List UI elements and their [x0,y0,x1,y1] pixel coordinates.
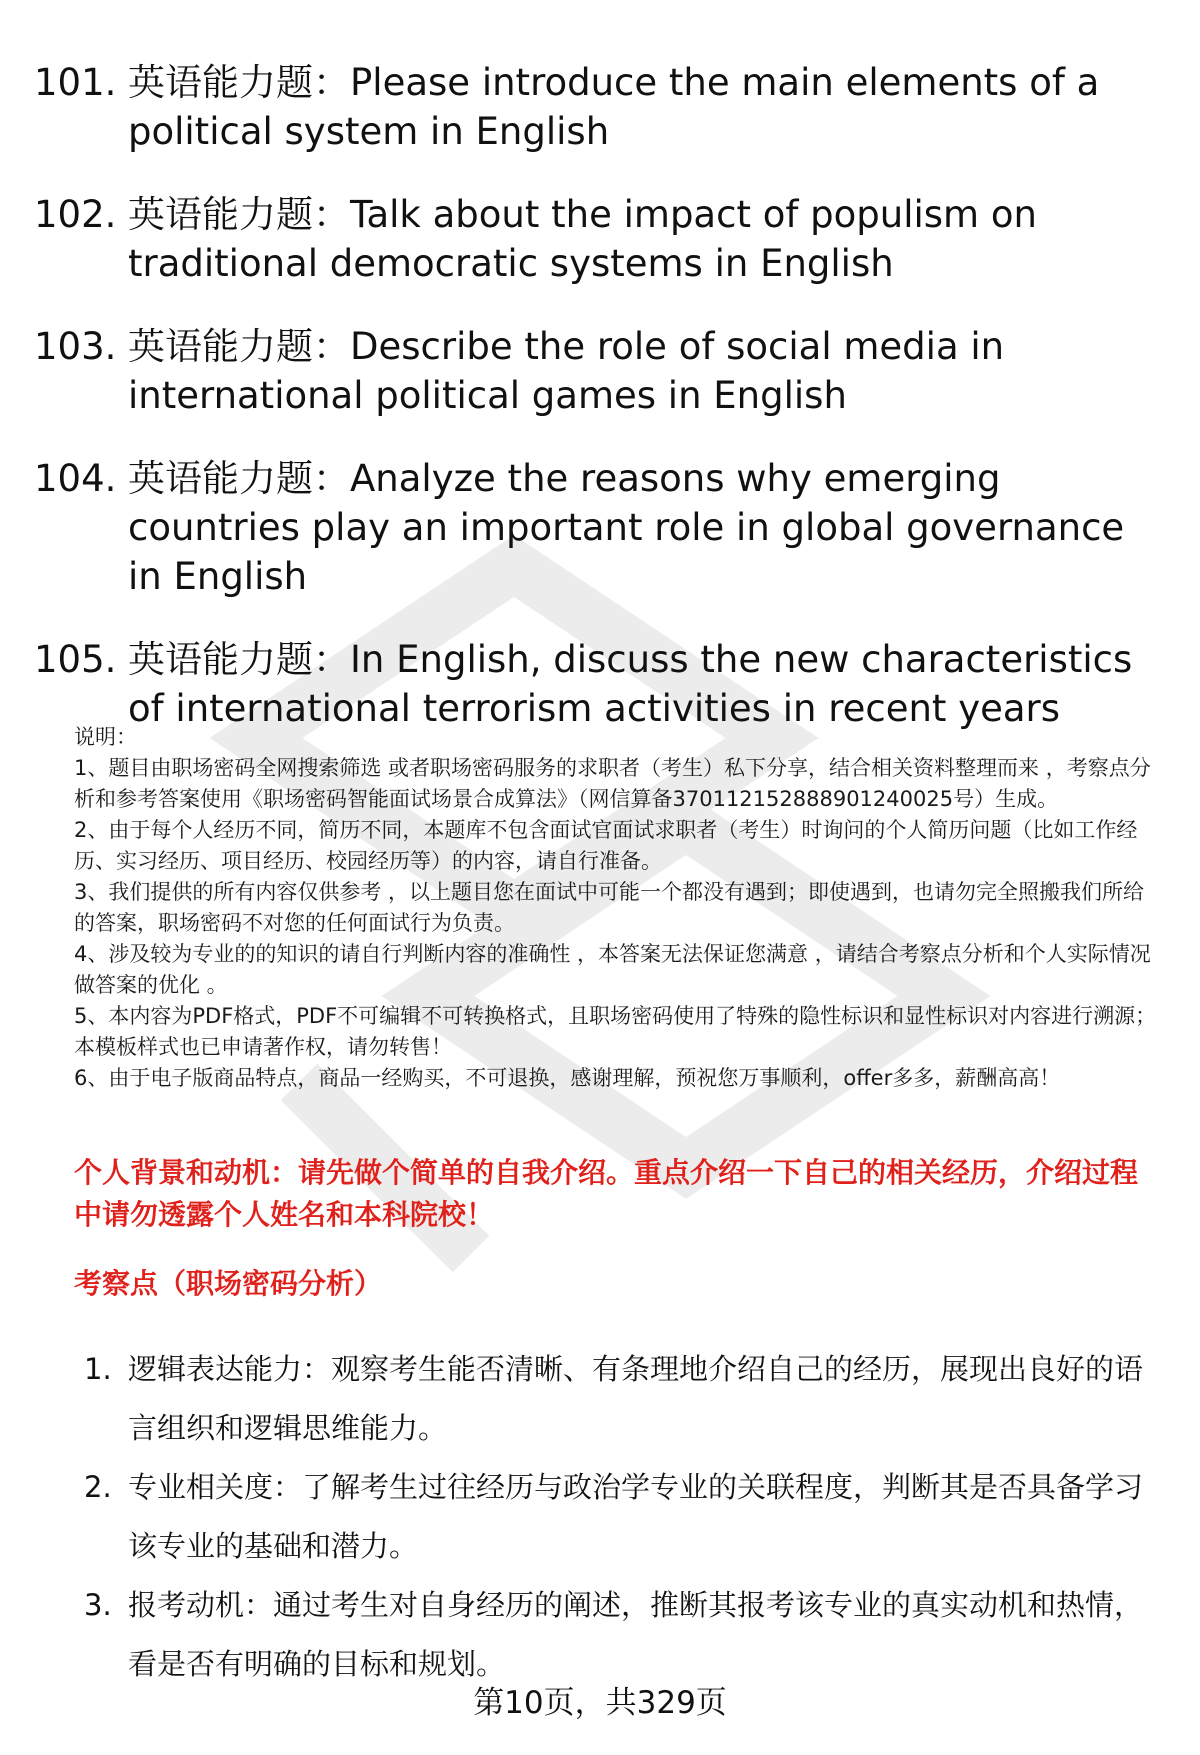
notes-heading: 说明： [74,725,137,749]
note-item: 4、涉及较为专业的的知识的请自行判断内容的准确性 ，本答案无法保证您满意 ，请结合考察点分析和个人实际情况做答案的优化 。 [74,942,1151,997]
note-item: 1、题目由职场密码全网搜索筛选 或者职场密码服务的求职者（考生）私下分享，结合相关资料整理而来 ，考察点分析和参考答案使用《职场密码智能面试场景合成算法》（网信算备370112152888901240025号）生成。 [74,756,1151,811]
question-number: 103. [34,325,117,368]
intro-question: 个人背景和动机：请先做个简单的自我介绍。重点介绍一下自己的相关经历，介绍过程中请勿透露个人姓名和本科院校！ [74,1156,1139,1231]
point-number: 2. [84,1470,112,1504]
question-number: 101. [34,61,117,104]
point-text: 逻辑表达能力：观察考生能否清晰、有条理地介绍自己的经历，展现出良好的语言组织和逻辑思维能力。 [128,1352,1144,1445]
analysis-points [84,1340,1164,1694]
point-number: 3. [84,1588,112,1622]
question-number: 102. [34,193,117,236]
note-item: 2、由于每个人经历不同，简历不同，本题库不包含面试官面试求职者（考生）时询问的个人简历问题（比如工作经历、实习经历、项目经历、校园经历等）的内容，请自行准备。 [74,818,1138,873]
question-item [34,58,1174,156]
question-item [34,190,1174,288]
point-text: 报考动机：通过考生对自身经历的阐述，推断其报考该专业的真实动机和热情，看是否有明确的目标和规划。 [128,1588,1144,1681]
note-item: 5、本内容为PDF格式，PDF不可编辑不可转换格式，且职场密码使用了特殊的隐性标识和显性标识对内容进行溯源；本模板样式也已申请著作权，请勿转售！ [74,1004,1157,1059]
question-text: 英语能力题：Please introduce the main elements of a political system in English [128,61,1100,153]
question-item [34,322,1174,420]
question-text: 英语能力题：Describe the role of social media in international political games in English [128,325,1005,417]
point-number: 1. [84,1352,112,1386]
point-text: 专业相关度：了解考生过往经历与政治学专业的关联程度，判断其是否具备学习该专业的基础和潜力。 [128,1470,1144,1563]
question-number: 104. [34,457,117,500]
question-text: 英语能力题：In English, discuss the new characteristics of international terrorism activities in recent years [128,638,1133,730]
note-item: 6、由于电子版商品特点，商品一经购买，不可退换，感谢理解，预祝您万事顺利，offer多多，薪酬高高！ [74,1066,1061,1090]
question-text: 英语能力题：Talk about the impact of populism on traditional democratic systems in English [128,193,1037,285]
analysis-point [84,1576,1164,1694]
question-list [34,58,1174,767]
analysis-point [84,1458,1164,1576]
analysis-point [84,1340,1164,1458]
note-item: 3、我们提供的所有内容仅供参考 ，以上题目您在面试中可能一个都没有遇到；即使遇到，也请勿完全照搬我们所给的答案，职场密码不对您的任何面试行为负责。 [74,880,1145,935]
page-footer: 第10页，共329页 [473,1685,727,1721]
section-title: 考察点（职场密码分析） [74,1267,383,1300]
question-number: 105. [34,638,117,681]
notes-block [74,722,1164,1094]
question-item [34,635,1174,733]
question-item [34,454,1174,601]
question-text: 英语能力题：Analyze the reasons why emerging countries play an important role in global governance in English [128,457,1125,598]
